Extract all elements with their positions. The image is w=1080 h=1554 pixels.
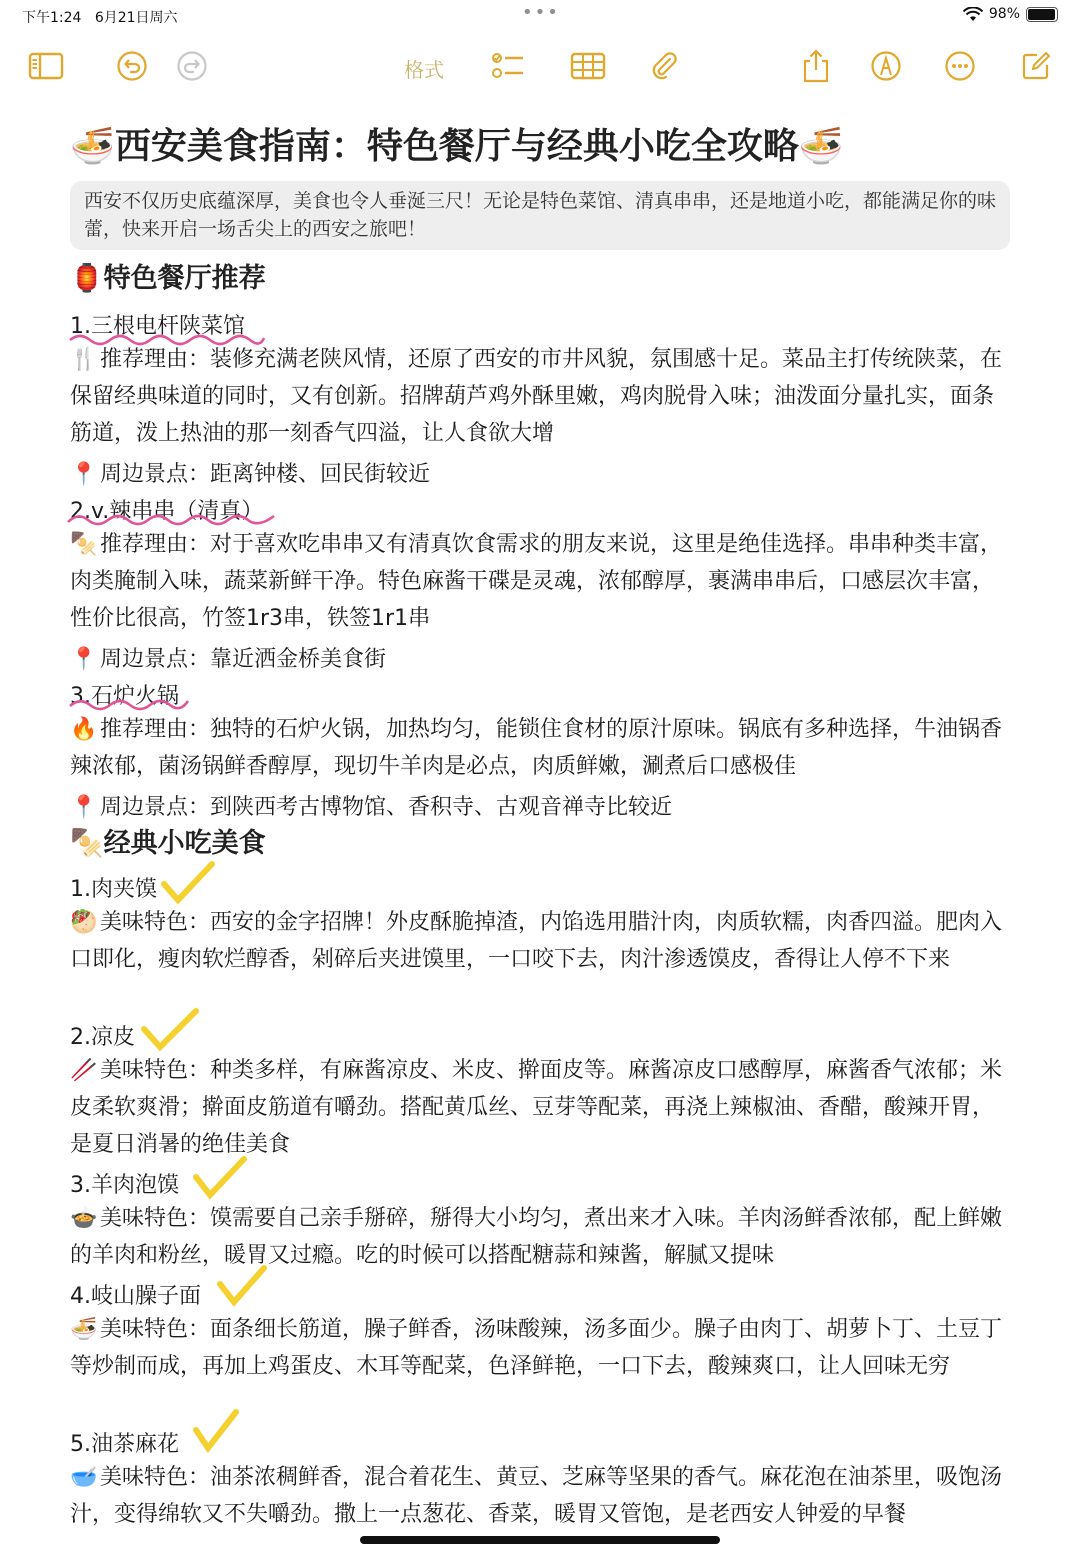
multitasking-dots-icon[interactable]: ••• bbox=[522, 2, 560, 23]
intro-block[interactable]: 西安不仅历史底蕴深厚，美食也令人垂涎三尺！无论是特色菜馆、清真串串，还是地道小吃，都能满足你的味蕾，快来开启一场舌尖上的西安之旅吧！ bbox=[70, 181, 1010, 250]
bowl-icon: 🥣 bbox=[70, 1465, 98, 1490]
check-mark-icon bbox=[160, 860, 216, 906]
restaurant-name[interactable]: 3.石炉火锅 bbox=[70, 684, 179, 709]
fork-knife-icon: 🍴 bbox=[70, 347, 98, 372]
check-mark-icon bbox=[192, 1408, 240, 1454]
snack-description[interactable]: 🥙 美味特色：西安的金字招牌！外皮酥脆掉渣，内馅选用腊汁肉，肉质软糯，肉香四溢。肥肉入口即化，瘦肉软烂醇香，剁碎后夹进馍里，一口咬下去，肉汁渗透馍皮，香得让人停不下来 bbox=[70, 904, 1010, 978]
snack-name[interactable]: 2.凉皮 bbox=[70, 1025, 135, 1050]
soup-bowl-icon: 🍲 bbox=[70, 1206, 98, 1231]
section-heading-restaurants[interactable]: 🏮特色餐厅推荐 bbox=[70, 263, 266, 294]
snack-description[interactable]: 🍜 美味特色：面条细长筋道，臊子鲜香，汤味酸辣，汤多面少。臊子由肉丁、胡萝卜丁、土豆丁等炒制而成，再加上鸡蛋皮、木耳等配菜，色泽鲜艳，一口下去，酸辣爽口，让人回味无穷 bbox=[70, 1311, 1010, 1385]
status-indicators bbox=[963, 6, 1058, 22]
markup-pen-icon[interactable] bbox=[864, 44, 908, 88]
notes-toolbar bbox=[0, 44, 1080, 88]
restaurant-spot[interactable]: 📍 周边景点：距离钟楼、回民街较近 bbox=[70, 462, 431, 487]
undo-icon[interactable] bbox=[110, 44, 154, 88]
flatbread-icon: 🥙 bbox=[70, 910, 98, 935]
more-options-icon[interactable] bbox=[938, 44, 982, 88]
chopsticks-icon: 🥢 bbox=[70, 1058, 98, 1083]
note-title[interactable]: 🍜西安美食指南：特色餐厅与经典小吃全攻略🍜 bbox=[70, 126, 844, 167]
table-icon[interactable] bbox=[566, 44, 610, 88]
pin-icon: 📍 bbox=[70, 647, 98, 672]
sidebar-toggle-icon[interactable] bbox=[24, 44, 68, 88]
fire-icon: 🔥 bbox=[70, 717, 98, 742]
lantern-icon: 🏮 bbox=[70, 263, 104, 294]
status-time: 下午1:24 6月21日周六 bbox=[22, 10, 178, 26]
snack-name[interactable]: 1.肉夹馍 bbox=[70, 877, 157, 902]
check-mark-icon bbox=[140, 1007, 200, 1053]
restaurant-spot[interactable]: 📍 周边景点：到陕西考古博物馆、香积寺、古观音禅寺比较近 bbox=[70, 795, 673, 820]
restaurant-spot[interactable]: 📍 周边景点：靠近洒金桥美食街 bbox=[70, 647, 387, 672]
restaurant-reason[interactable]: 🍴 推荐理由：装修充满老陕风情，还原了西安的市井风貌，氛围感十足。菜品主打传统陕菜，在保留经典味道的同时，又有创新。招牌葫芦鸡外酥里嫩，鸡肉脱骨入味；油泼面分量扎实，面条筋道，泼上热油的那一刻香气四溢，让人食欲大增 bbox=[70, 341, 1010, 452]
wifi-icon bbox=[963, 7, 983, 22]
section-heading-snacks[interactable]: 🍢经典小吃美食 bbox=[70, 828, 266, 859]
restaurant-reason[interactable]: 🍢 推荐理由：对于喜欢吃串串又有清真饮食需求的朋友来说，这里是绝佳选择。串串种类丰富，肉类腌制入味，蔬菜新鲜干净。特色麻酱干碟是灵魂，浓郁醇厚，裹满串串后，口感层次丰富，性价比很高，竹签1r3串，铁签1r1串 bbox=[70, 526, 1010, 637]
compose-new-note-icon[interactable] bbox=[1014, 44, 1058, 88]
status-bar bbox=[0, 0, 1080, 32]
snack-name[interactable]: 4.岐山臊子面 bbox=[70, 1284, 201, 1309]
snack-name[interactable]: 5.油茶麻花 bbox=[70, 1432, 179, 1457]
skewer-icon: 🍢 bbox=[70, 828, 104, 859]
snack-description[interactable]: 🥢 美味特色：种类多样，有麻酱凉皮、米皮、擀面皮等。麻酱凉皮口感醇厚，麻酱香气浓郁；米皮柔软爽滑；擀面皮筋道有嚼劲。搭配黄瓜丝、豆芽等配菜，再浇上辣椒油、香醋，酸辣开胃，是夏日消暑的绝佳美食 bbox=[70, 1052, 1010, 1163]
battery-icon bbox=[1026, 7, 1058, 22]
restaurant-reason[interactable]: 🔥 推荐理由：独特的石炉火锅，加热均匀，能锁住食材的原汁原味。锅底有多种选择，牛油锅香辣浓郁，菌汤锅鲜香醇厚，现切牛羊肉是必点，肉质鲜嫩，涮煮后口感极佳 bbox=[70, 711, 1010, 785]
share-icon[interactable] bbox=[794, 44, 838, 88]
restaurant-name[interactable]: 2.v.辣串串（清真） bbox=[70, 499, 264, 524]
checklist-icon[interactable] bbox=[486, 44, 530, 88]
pin-icon: 📍 bbox=[70, 462, 98, 487]
skewer-icon: 🍢 bbox=[70, 532, 98, 557]
snack-name[interactable]: 3.羊肉泡馍 bbox=[70, 1173, 179, 1198]
attachment-paperclip-icon[interactable] bbox=[642, 44, 686, 88]
battery-percent: 98% bbox=[988, 6, 1020, 22]
snack-description[interactable]: 🥣 美味特色：油茶浓稠鲜香，混合着花生、黄豆、芝麻等坚果的香气。麻花泡在油茶里，吸饱汤汁，变得绵软又不失嚼劲。撒上一点葱花、香菜，暖胃又管饱，是老西安人钟爱的早餐 bbox=[70, 1459, 1010, 1554]
format-button[interactable]: 格式 bbox=[404, 58, 444, 82]
restaurant-name[interactable]: 1.三根电杆陕菜馆 bbox=[70, 314, 245, 339]
pin-icon: 📍 bbox=[70, 795, 98, 820]
noodle-bowl-icon: 🍜 bbox=[70, 1317, 98, 1342]
snack-description[interactable]: 🍲 美味特色：馍需要自己亲手掰碎，掰得大小均匀，煮出来才入味。羊肉汤鲜香浓郁，配上鲜嫩的羊肉和粉丝，暖胃又过瘾。吃的时候可以搭配糖蒜和辣酱，解腻又提味 bbox=[70, 1200, 1010, 1274]
redo-icon[interactable] bbox=[170, 44, 214, 88]
home-indicator[interactable] bbox=[360, 1536, 720, 1544]
